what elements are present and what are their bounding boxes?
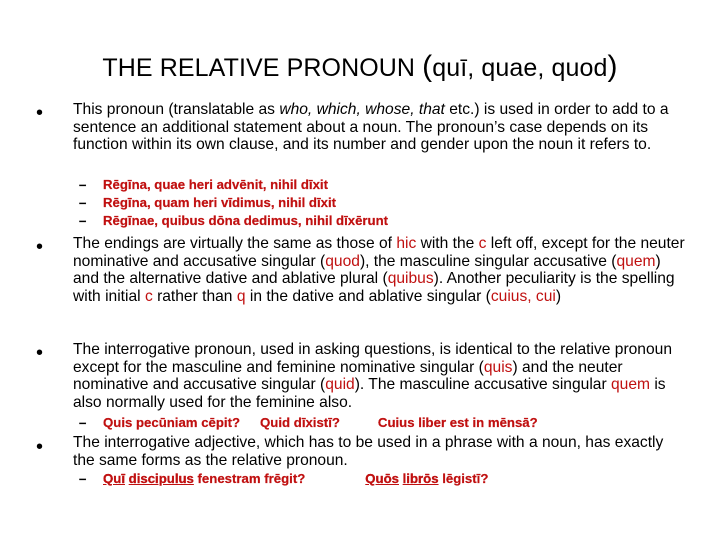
example-1-2	[79, 194, 336, 211]
example-underlined: discipulus	[128, 471, 194, 486]
p2-text: The endings are virtually the same as those of	[73, 235, 397, 252]
slide-title	[0, 52, 720, 83]
title-close-paren: )	[607, 50, 618, 83]
example-text: pecūniam cēpit?	[132, 415, 241, 430]
p2-text: )	[555, 287, 562, 305]
example-text: Rēgīnae,	[103, 213, 162, 228]
p2-highlight: c	[478, 235, 487, 252]
example-text: dīxistī?	[290, 415, 340, 430]
p2-highlight: c	[144, 287, 153, 305]
p2-text: rather than	[152, 287, 237, 305]
p2-highlight: quibus	[387, 270, 434, 288]
p2-text: left off, except for the neuter nominative and accusative singular (	[73, 235, 685, 270]
paragraph-2	[73, 235, 688, 305]
example-underlined: Quōs	[365, 471, 399, 486]
p2-highlight: q	[236, 287, 246, 305]
example-text: Rēgīna,	[103, 195, 155, 210]
bullet-3: •	[36, 342, 44, 364]
p2-highlight: quem	[616, 252, 656, 270]
example-text: heri advēnit, nihil dīxit	[185, 177, 328, 192]
p3-text: is also normally used for the feminine also.	[73, 376, 666, 411]
example-1-1	[79, 176, 328, 193]
p3-text: ) and the neuter nominative and accusative singular (	[73, 358, 623, 394]
dash: –	[79, 177, 87, 192]
example-1-3	[79, 212, 388, 229]
p2-highlight: quod	[325, 252, 360, 270]
example-highlight: quam	[154, 195, 190, 210]
dash: –	[79, 213, 87, 228]
title-open-paren: (	[422, 50, 433, 83]
p2-text: ), the masculine singular accusative (	[359, 252, 617, 270]
example-highlight: Quis	[103, 415, 133, 430]
bullet-4: •	[36, 436, 44, 458]
p3-highlight: quid	[325, 376, 355, 394]
example-text: lēgistī?	[438, 471, 489, 486]
dash: –	[79, 471, 87, 486]
p2-text: ) and the alternative dative and ablative plural (	[73, 252, 661, 288]
dash: –	[79, 195, 87, 210]
example-highlight: quae	[154, 177, 186, 192]
p2-text: ). Another peculiarity is the spelling with initial	[73, 270, 675, 305]
paragraph-4: The interrogative adjective, which has to be used in a phrase with a noun, has exactly the same forms as the relative pronoun.	[73, 434, 664, 469]
dash: –	[79, 415, 87, 430]
p2-highlight: cuius, cui	[490, 287, 556, 305]
p3-text: The interrogative pronoun, used in asking questions, is identical to the relative pronoun except for the masculine and feminine nominative singular (	[73, 341, 672, 376]
title-main: THE RELATIVE PRONOUN	[102, 54, 416, 82]
p1-text-a: This pronoun (translatable as	[73, 101, 280, 118]
example-text: Rēgīna,	[103, 177, 155, 192]
example-text: heri vīdimus, nihil dīxit	[189, 195, 337, 210]
example-highlight: quibus	[161, 213, 205, 228]
example-underlined: librōs	[402, 471, 439, 486]
p2-text: in the dative and ablative singular (	[245, 287, 491, 305]
p3-highlight: quem	[610, 376, 650, 394]
p1-emphasis: who, which, whose, that	[279, 101, 445, 118]
example-underlined: Quī	[103, 471, 125, 486]
paragraph-1	[73, 101, 688, 154]
p1-text-b: etc.) is used in order to add to a sentence an additional statement about a noun. The pronoun’s case depends on its function within its own clause, and its number and gender upon the noun it refers to.	[73, 101, 669, 154]
bullet-1: •	[36, 102, 44, 124]
bullet-2: •	[36, 236, 44, 258]
p3-highlight: quis	[483, 358, 513, 376]
example-text: dōna dedimus, nihil dīxērunt	[204, 213, 389, 228]
title-forms: quī, quae, quod	[432, 54, 608, 82]
p3-text: ). The masculine accusative singular	[354, 376, 611, 394]
example-highlight: Cuius	[377, 415, 415, 430]
paragraph-3	[73, 341, 688, 411]
example-text: fenestram frēgit?	[193, 471, 306, 486]
example-highlight: Quid	[260, 415, 291, 430]
example-3-row	[79, 470, 488, 487]
example-text: liber est in mēnsā?	[414, 415, 538, 430]
example-2-row	[79, 414, 538, 431]
p2-highlight: hic	[396, 235, 417, 252]
p2-text: with the	[416, 235, 479, 252]
